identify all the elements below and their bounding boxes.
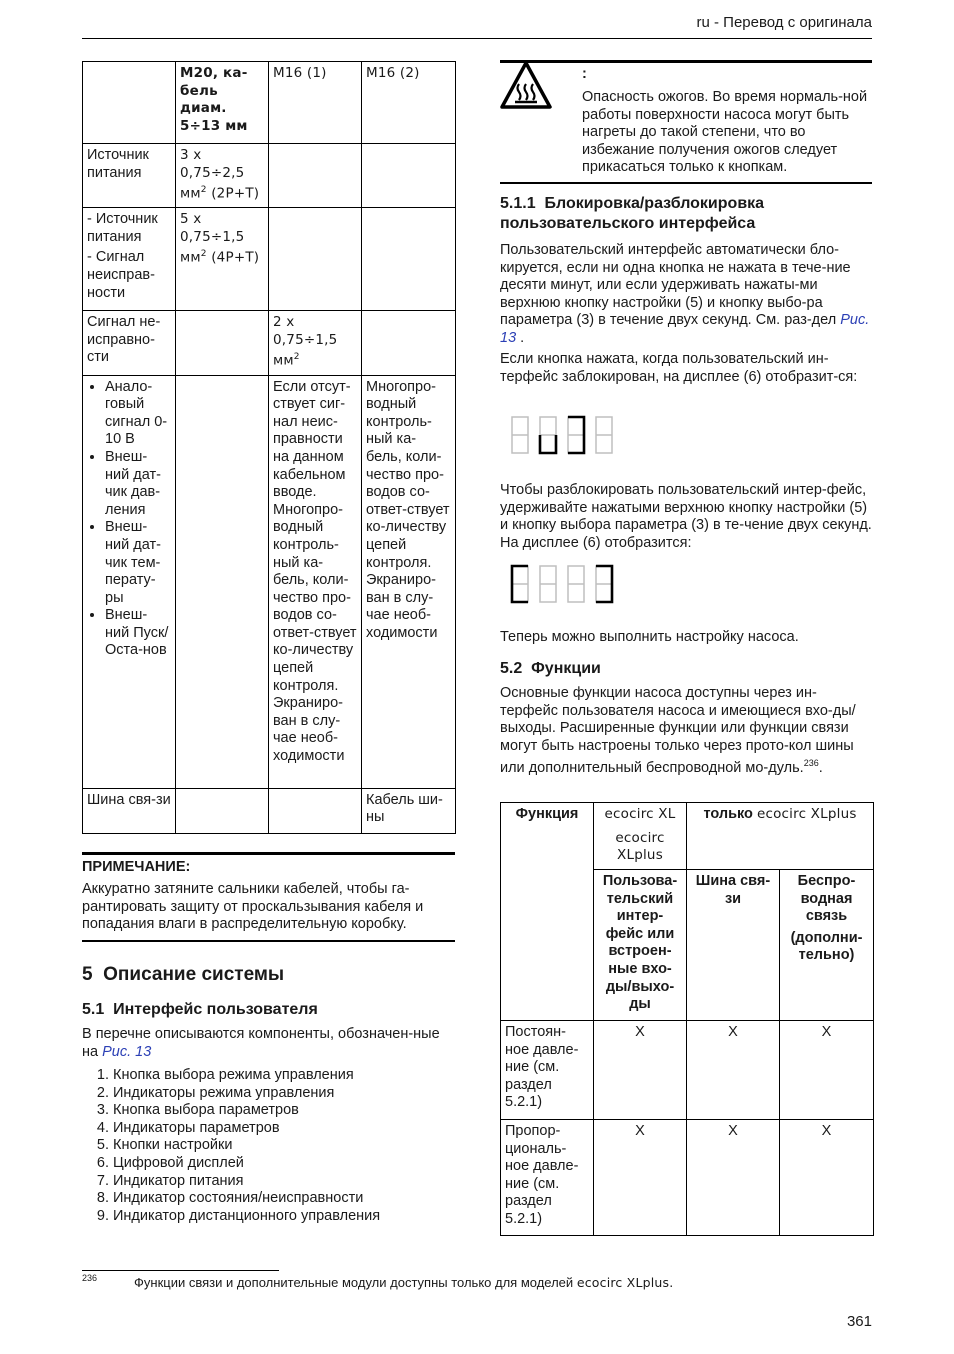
table-row bbox=[83, 375, 456, 788]
subheader-ui: Пользова-тельский интер-фейс или встроен-ные вхо-ды/выхо-ды bbox=[594, 870, 687, 1021]
list-item: • Анало-говый сигнал 0-10 В bbox=[105, 379, 171, 449]
function-mark: X bbox=[594, 1120, 687, 1236]
only-model: ecocirc XLplus bbox=[756, 806, 857, 822]
spec-unit: мм bbox=[273, 352, 294, 369]
header-ecocirc-xl bbox=[594, 803, 687, 870]
list-item: 6. Цифровой дисплей bbox=[113, 1155, 455, 1173]
note-text: Аккуратно затяните сальники кабелей, чтобы га-рантировать защиту от проскальзывания кабеля и попадания влаги в распределительную коробку. bbox=[82, 881, 424, 933]
note-title: ПРИМЕЧАНИЕ: bbox=[82, 859, 191, 875]
header-divider bbox=[82, 38, 872, 39]
spec-sup: 2 bbox=[200, 185, 207, 196]
figure-link[interactable]: Рис. 13 bbox=[500, 312, 870, 346]
function-mark: X bbox=[780, 1021, 874, 1120]
empty-cell bbox=[362, 311, 456, 375]
unlock-paragraph: Чтобы разблокировать пользовательский интер-фейс, удерживайте нажатыми верхнюю кнопку настройки (5) и кнопку выбора параметра (3) в те-чение двух секунд. На дисплее (6) отобразится: bbox=[500, 482, 872, 551]
note-divider-bottom bbox=[82, 940, 455, 942]
row-label bbox=[83, 208, 176, 311]
spec-suffix: (2P+T) bbox=[211, 185, 260, 202]
functions-table bbox=[500, 802, 874, 1236]
signal-list-cell bbox=[83, 375, 176, 788]
list-item: 5. Кнопки настройки bbox=[113, 1137, 455, 1155]
list-item: • Внеш-ний дат-чик тем-перату-ры bbox=[105, 519, 171, 607]
table-row bbox=[501, 1120, 874, 1236]
locked-display-icon bbox=[509, 414, 617, 456]
list-item: 9. Индикатор дистанционного управления bbox=[113, 1208, 455, 1226]
warning-signal-word: : bbox=[582, 66, 587, 82]
cable-description: Кабель ши-ны bbox=[362, 788, 456, 833]
note-divider-top bbox=[82, 852, 455, 855]
empty-cell bbox=[269, 208, 362, 311]
hot-surface-warning-icon bbox=[500, 60, 552, 110]
spec-value: 5 x 0,75÷1,5 bbox=[180, 211, 245, 245]
locked-paragraph: Если кнопка нажата, когда пользовательский ин-терфейс заблокирован, на дисплее (6) отобразит-ся: bbox=[500, 351, 858, 385]
header-separator: - bbox=[713, 14, 719, 31]
intro-text: В перечне описываются компоненты, обозначен-ные на bbox=[82, 1026, 440, 1060]
list-item: 3. Кнопка выбора параметров bbox=[113, 1102, 455, 1120]
component-list-wrap bbox=[82, 1067, 455, 1225]
list-item: 8. Индикатор состояния/неисправности bbox=[113, 1190, 455, 1208]
warning-divider-bottom bbox=[500, 182, 872, 184]
table-row bbox=[83, 311, 456, 375]
lock-paragraph bbox=[500, 242, 872, 348]
header-title: Перевод с оригинала bbox=[723, 14, 872, 31]
footnote-divider bbox=[82, 1270, 279, 1271]
empty-cell bbox=[362, 208, 456, 311]
list-item: • Внеш-ний дат-чик дав-ления bbox=[105, 449, 171, 519]
component-list bbox=[82, 1067, 455, 1225]
section-title: Блокировка/разблокировка пользовательского интерфейса bbox=[500, 195, 765, 232]
functions-header-row bbox=[501, 803, 874, 870]
section-title: Описание системы bbox=[103, 964, 285, 985]
paragraph-text: Пользовательский интерфейс автоматически бло-кируется, если ни одна кнопка не нажата в тече-ние десяти минут, или если удерживать нажаты-ми верхнюю кнопку настройки (5) и кнопку выбо-ра параметра (3) в течение двух секунд. См. раз-дел bbox=[500, 242, 851, 329]
paragraph-end: . bbox=[520, 329, 525, 346]
figure-link[interactable]: Рис. 13 bbox=[102, 1043, 152, 1060]
row-label-line: - Источник питания bbox=[87, 211, 158, 245]
page-number: 361 bbox=[846, 1313, 872, 1330]
spec-unit: мм bbox=[180, 249, 201, 266]
model-xlplus: ecocirc XLplus bbox=[615, 829, 665, 864]
list-item: 7. Индикатор питания bbox=[113, 1173, 455, 1191]
section-title: Интерфейс пользователя bbox=[113, 1001, 318, 1018]
empty-cell bbox=[269, 788, 362, 833]
footnote-ref: 236 bbox=[803, 758, 819, 769]
list-item: 2. Индикаторы режима управления bbox=[113, 1085, 455, 1103]
paragraph-text: Основные функции насоса доступны через ин-терфейс пользователя насоса и имеющиеся вхо-ды/выходы. Расширенные функции или функции связи могут быть настроены только через прото-кол шины или дополнительный беспроводной мо-дуль. bbox=[500, 685, 856, 777]
list-item: 1. Кнопка выбора режима управления bbox=[113, 1067, 455, 1085]
only-label: только bbox=[703, 806, 753, 822]
function-label: Пропор-циональ-ное давле-ние (см. раздел 5.2.1) bbox=[501, 1120, 594, 1236]
section-5-1-heading bbox=[82, 1000, 318, 1020]
cable-header-m20: M20, ка-бель диам. 5÷13 мм bbox=[176, 62, 269, 144]
section-number: 5.1 bbox=[82, 1001, 105, 1018]
section-number: 5.1.1 bbox=[500, 195, 536, 212]
section-5-heading bbox=[82, 963, 284, 987]
table-row bbox=[83, 788, 456, 833]
table-row bbox=[83, 144, 456, 208]
wireless-label: Беспро-водная связь bbox=[797, 873, 856, 925]
ready-paragraph: Теперь можно выполнить настройку насоса. bbox=[500, 629, 799, 645]
function-mark: X bbox=[687, 1120, 780, 1236]
cable-table-corner bbox=[83, 62, 176, 144]
section-5-2-heading bbox=[500, 659, 601, 679]
function-label: Постоян-ное давле-ние (см. раздел 5.2.1) bbox=[501, 1021, 594, 1120]
cable-header-m16-2: M16 (2) bbox=[362, 62, 456, 144]
section-5-1-1-heading bbox=[500, 194, 872, 234]
cable-table-header-row bbox=[83, 62, 456, 144]
cable-spec bbox=[176, 208, 269, 311]
empty-cell bbox=[269, 144, 362, 208]
unlocked-display-icon bbox=[509, 563, 617, 605]
page-header bbox=[600, 14, 872, 32]
empty-cell bbox=[176, 375, 269, 788]
row-label: Источник питания bbox=[83, 144, 176, 208]
warning-text: Опасность ожогов. Во время нормаль-ной работы поверхности насоса могут быть нагреты до такой степени, что во избежание получения ожогов следует прикасаться только к кнопкам. bbox=[582, 89, 868, 176]
table-row bbox=[501, 1021, 874, 1120]
cable-spec bbox=[269, 311, 362, 375]
cable-spec bbox=[176, 144, 269, 208]
spec-value: 2 x 0,75÷1,5 bbox=[273, 314, 338, 348]
spec-sup: 2 bbox=[293, 352, 300, 363]
wireless-optional: (дополни-тельно) bbox=[790, 929, 863, 964]
list-item: 4. Индикаторы параметров bbox=[113, 1120, 455, 1138]
function-mark: X bbox=[594, 1021, 687, 1120]
section-5-1-intro bbox=[82, 1026, 455, 1061]
functions-paragraph: Основные функции насоса доступны через ин-терфейс пользователя насоса и имеющиеся вхо-ды/выходы. Расширенные функции или функции связи могут быть настроены только через прото-кол шины или дополнительный беспроводной мо-дуль.$^{236}$. bbox=[500, 685, 856, 777]
warning-divider-top bbox=[500, 60, 872, 63]
spec-unit: мм bbox=[180, 185, 201, 202]
spec-value: 3 x 0,75÷2,5 bbox=[180, 147, 245, 181]
header-lang: ru bbox=[696, 14, 710, 31]
footnote-model: ecocirc XLplus. bbox=[576, 1275, 674, 1290]
function-mark: X bbox=[687, 1021, 780, 1120]
row-label-line: - Сигнал неисправ-ности bbox=[87, 249, 155, 301]
header-xlplus-only bbox=[687, 803, 874, 870]
footnote-text bbox=[134, 1274, 673, 1292]
subheader-bus: Шина свя-зи bbox=[687, 870, 780, 1021]
empty-cell bbox=[176, 788, 269, 833]
signal-list bbox=[83, 379, 171, 661]
cable-description: Если отсут-ствует сиг-нал неис-правности на данном кабельном вводе. Многопро-водный контроль-ный ка-бель, коли-чество про-водов со-ответ-ствует ко-личеству цепей контроля. Экраниро-ван в слу-чае необ-ходимости bbox=[269, 375, 362, 788]
empty-cell bbox=[176, 311, 269, 375]
section-number: 5.2 bbox=[500, 660, 523, 677]
section-number: 5 bbox=[82, 964, 93, 985]
row-label: Сигнал не-исправно-сти bbox=[83, 311, 176, 375]
footnote-body: Функции связи и дополнительные модули доступны только для моделей bbox=[134, 1275, 574, 1290]
cable-table bbox=[82, 61, 456, 834]
header-function: Функция bbox=[501, 803, 594, 1021]
table-row bbox=[83, 208, 456, 311]
empty-cell bbox=[362, 144, 456, 208]
list-item: • Внеш-ний Пуск/ Оста-нов bbox=[105, 607, 171, 660]
cable-header-m16-1: M16 (1) bbox=[269, 62, 362, 144]
spec-suffix: (4P+T) bbox=[211, 249, 260, 266]
section-title: Функции bbox=[531, 660, 601, 677]
subheader-wireless bbox=[780, 870, 874, 1021]
function-mark: X bbox=[780, 1120, 874, 1236]
cable-description: Многопро-водный контроль-ный ка-бель, коли-чество про-водов со-ответ-ствует ко-личеству цепей контроля. Экраниро-ван в слу-чае необ-ходимости bbox=[362, 375, 456, 788]
footnote-number: 236 bbox=[82, 1273, 98, 1283]
spec-sup: 2 bbox=[200, 249, 207, 260]
model-xl: ecocirc XL bbox=[604, 806, 676, 822]
row-label: Шина свя-зи bbox=[83, 788, 176, 833]
